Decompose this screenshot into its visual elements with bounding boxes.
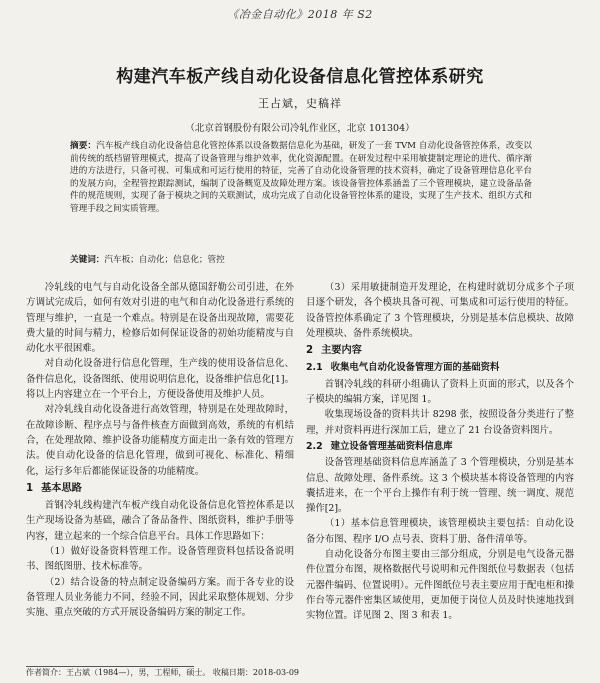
intro-paragraph-2: 对自动化设备进行信息化管理，生产线的使用设备信息化、备件信息化，设备图纸、使用说明信息化，设备维护信息化[1]。将以上内容建立在一个平台上，方便设备使用及维护人员。	[26, 358, 294, 401]
section-2-1-title: 收集电气自动化设备管理方面的基础资料	[330, 362, 500, 374]
intro-paragraph-1: 冷轧线的电气与自动化设备全部从德国舒勒公司引进，在外方调试完成后，如何有效对引进的电气和自动化设备进行系统的管理与维护，一直是一个难点。特别是在设备出现故障，需要花费大量的时间与精力，检修后如何保证设备的初始功能精度与自动化水平很困难。	[26, 282, 294, 355]
section-1-number: 1	[26, 482, 34, 494]
section-2-2-paragraph-2: （1）基本信息管理模块，该管理模块主要包括：自动化设备分布图、程序 I/O 点号表、资料丁册、备件清单等。	[306, 518, 574, 545]
intro-paragraph-3: 对冷轧线自动化设备进行高效管理，特别是在处理故障时，在故障诊断、程序点号与备件核查方面做到高效，系统的有机结合，在处理故障、维护设备功能精度方面走出一条有效的管理方法。使自动化设备的信息化管理，做到可视化、标准化、精细化，运行多年后都能保证设备的功能精度。	[26, 404, 294, 477]
section-1-paragraph-2: （1）做好设备资料管理工作。设备管理资料包括设备说明书、图纸图册、技术标准等。	[26, 546, 294, 573]
section-1-paragraph-4: （3）采用敏捷制造开发理论，在构建时就切分成多个子项目逐个研发，各个模块具备可视、可集成和可运行使用的特征。设备管控体系确定了 3 个管理模块，分别是基本信息模块、故障处理模块、备件系统模块。	[306, 282, 574, 339]
section-2-number: 2	[306, 345, 314, 357]
section-2-2-heading	[306, 439, 574, 454]
keywords-label: 关键词：	[70, 255, 105, 265]
section-2-title: 主要内容	[321, 345, 362, 357]
author-footnote: 作者简介：王占斌（1984—），男，工程师，硕士。 收稿日期：2018-03-09	[26, 668, 300, 677]
section-2-1-heading	[306, 360, 574, 375]
section-1-paragraph-3: （2）结合设备的特点制定设备编码方案。而于各专业的设备管理人员业务能力不同，经验不同，因此采取整体规划、分步实施、重点突破的方式开展设备编码方案的制定工作。	[26, 576, 294, 619]
section-2-1-paragraph-2: 收集现场设备的资料共计 8298 张，按照设备分类进行了整理，并对资料再进行深加工后，建立了 21 台设备资料图片。	[306, 409, 574, 436]
paper-affiliation: （北京首钢股份有限公司冷轧作业区，北京 101304）	[185, 123, 415, 134]
section-2-2-title: 建立设备管理基础资料信息库	[330, 440, 453, 452]
keywords	[70, 254, 532, 266]
section-2-1-paragraph-1: 首钢冷轧线的科研小组确认了资料上页面的形式，以及各个子模块的编辑方案，详见图 1。	[306, 378, 574, 406]
section-1-heading	[26, 481, 294, 496]
section-2-2-paragraph-1: 设备管理基础资料信息库涵盖了 3 个管理模块，分别是基本信息、故障处理、备件系统。这 3 个模块基本将设备管理的内容囊括进来，在一个平台上操作有利于统一管理、统一调度、规范操作[2]。	[306, 457, 574, 515]
section-2-2-paragraph-3: 自动化设备分布图主要由三部分组成，分别是电气设备元器件位置分布图，规格数据代号说明和元件图纸位号数据表（包括元器件编码、位置说明）。元件图纸位号表主要应用于配电柜和操作台等元器件密集区域使用，更加便于岗位人员及时快速地找到实物位置。详见图 2、图 3 和表 1。	[306, 549, 574, 622]
abstract-label: 摘要：	[70, 141, 97, 151]
paper-authors: 王占斌，史稿祥	[258, 97, 342, 110]
right-column	[306, 280, 574, 624]
left-column	[26, 280, 294, 621]
abstract-text: 汽车板产线自动化设备信息化管控体系以设备数据信息化为基础，研发了一套 TVM 自动化设备管控体系，改变以前传统的纸档留管理模式，提高了设备管理与维护效率，优化资源配置。在研发过程中采用敏捷制定理论的进代、循序渐进的方法进行，只备可视、可集成和可运行使用的特征，完善了自动化设备管理的技术资料，确定了设备管理信息化平台的发展方向，全程管控跟踪测试，编制了设备概览及故障处理方案。该设备管控体系涵盖了三个管理模块，建立设备品备件的规范规则，实现了备于模块之间的关联测试，成功完成了自动化设备管控体系的建设，实现了生产技术、组织方式和管理手段之间实质管理。	[70, 141, 532, 214]
section-2-heading	[306, 343, 574, 358]
running-head: 《冶金自动化》2018 年 S2	[227, 8, 373, 21]
paper-title: 构建汽车板产线自动化设备信息化管控体系研究	[116, 67, 484, 87]
section-2-2-number: 2.2	[306, 440, 323, 452]
abstract	[70, 140, 532, 216]
footnote-divider	[26, 666, 194, 667]
section-1-title: 基本思路	[41, 482, 82, 494]
section-1-paragraph-1: 首钢冷轧线构建汽车板产线自动化设备信息化管控体系是以生产现场设备为基础，融合了备品备件、图纸资料，维护手册等内容，建立起来的一个综合信息平台。具体工作思路如下：	[26, 500, 294, 542]
section-2-1-number: 2.1	[306, 362, 323, 374]
keywords-text: 汽车板；自动化；信息化；管控	[104, 255, 225, 265]
